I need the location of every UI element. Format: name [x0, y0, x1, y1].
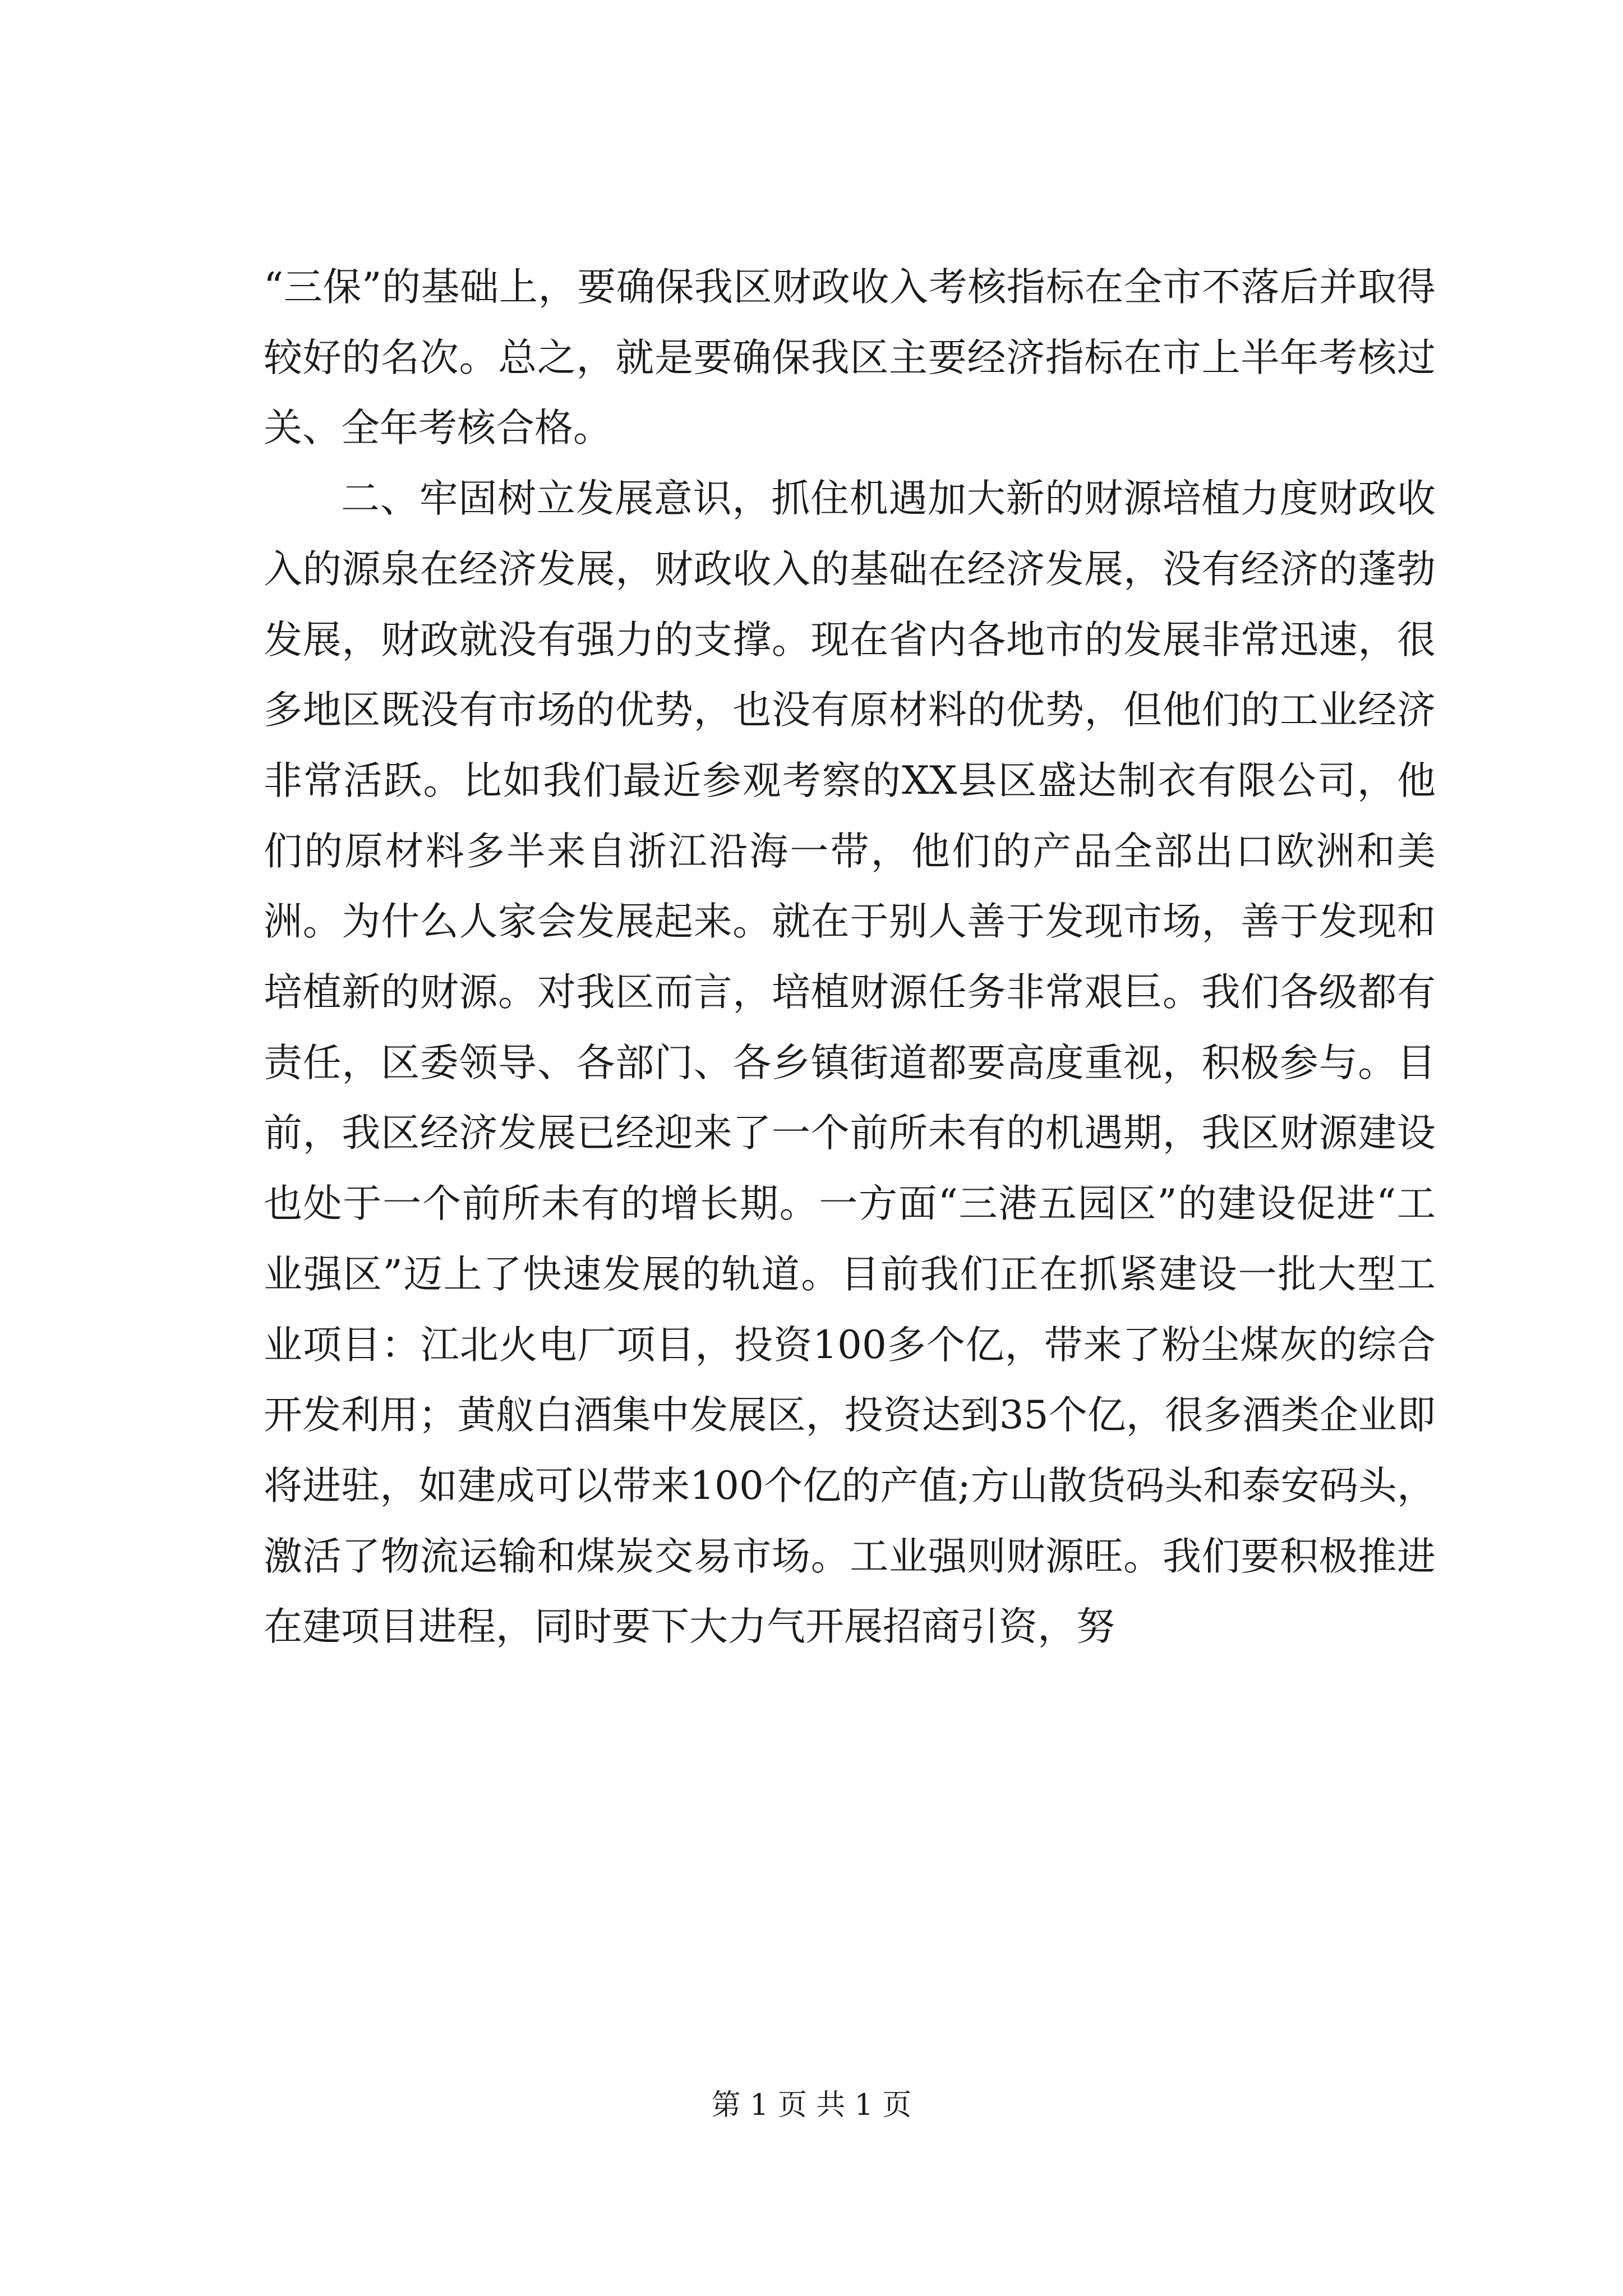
page-footer: 第 1 页 共 1 页: [711, 2088, 912, 2122]
paragraph-continued: “三保”的基础上，要确保我区财政收入考核指标在全市不落后并取得较好的名次。总之，就是要确保我区主要经济指标在市上半年考核过关、全年考核合格。: [264, 265, 1436, 451]
document-body: [264, 252, 1436, 1663]
paragraph-section-two: 二、牢固树立发展意识，抓住机遇加大新的财源培植力度财政收入的源泉在经济发展，财政收入的基础在经济发展，没有经济的蓬勃发展，财政就没有强力的支撑。现在省内各地市的发展非常迅速，很多地区既没有市场的优势，也没有原材料的优势，但他们的工业经济非常活跃。比如我们最近参观考察的XX县区盛达制衣有限公司，他们的原材料多半来自浙江沿海一带，他们的产品全部出口欧洲和美洲。为什么人家会发展起来。就在于别人善于发现市场，善于发现和培植新的财源。对我区而言，培植财源任务非常艰巨。我们各级都有责任，区委领导、各部门、各乡镇街道都要高度重视，积极参与。目前，我区经济发展已经迎来了一个前所未有的机遇期，我区财源建设也处于一个前所未有的增长期。一方面“三港五园区”的建设促进“工业强区”迈上了快速发展的轨道。目前我们正在抓紧建设一批大型工业项目：江北火电厂项目，投资100多个亿，带来了粉尘煤灰的综合开发利用；黄舣白酒集中发展区，投资达到35个亿，很多酒类企业即将进驻，如建成可以带来100个亿的产值;方山散货码头和泰安码头，激活了物流运输和煤炭交易市场。工业强则财源旺。我们要积极推进在建项目进程，同时要下大力气开展招商引资，努: [264, 476, 1436, 1650]
